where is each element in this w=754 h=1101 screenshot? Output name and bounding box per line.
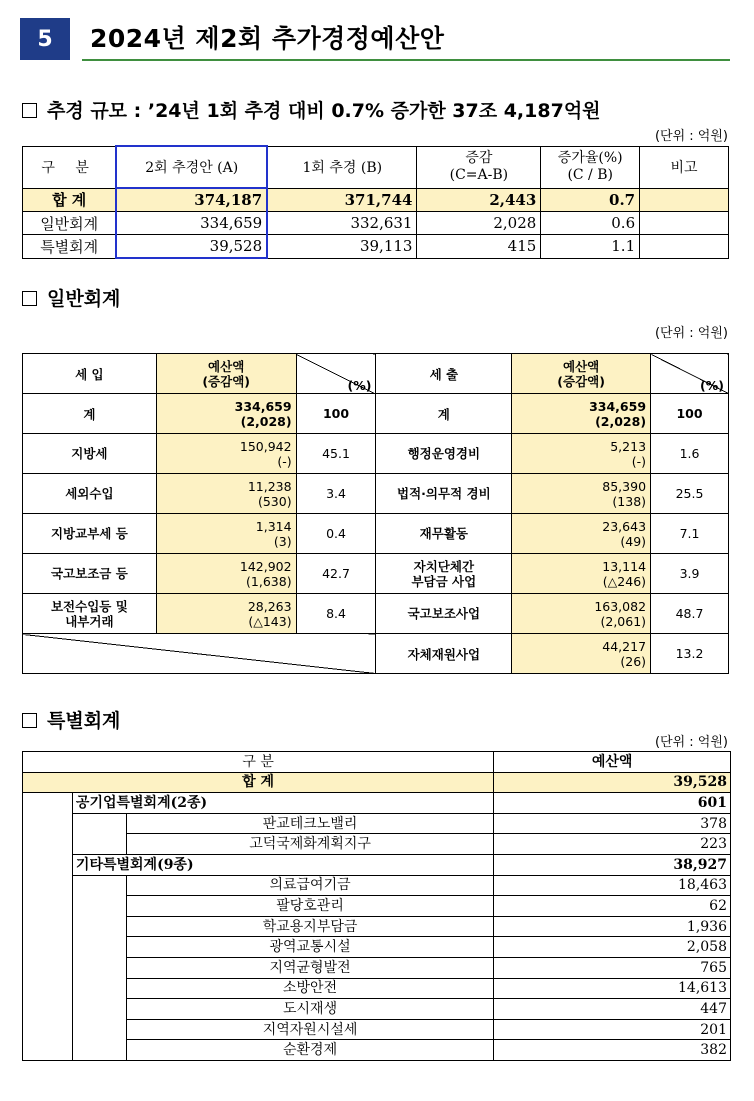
revenue-amount bbox=[156, 594, 296, 634]
total-amount: 39,528 bbox=[494, 772, 731, 793]
expenditure-label: 자체재원사업 bbox=[376, 634, 512, 674]
col-revenue-pct bbox=[296, 354, 376, 394]
empty-diagonal-cell bbox=[23, 634, 376, 674]
amount-value: 13,114 bbox=[602, 558, 647, 574]
expenditure-label bbox=[376, 554, 512, 594]
general-account-table bbox=[22, 353, 729, 674]
amount-value: 142,902 bbox=[239, 558, 292, 574]
col-pct-label: (%) bbox=[347, 378, 372, 393]
table-row bbox=[23, 594, 729, 634]
table-row bbox=[23, 813, 731, 834]
label-line1: 자치단체간 bbox=[413, 558, 475, 574]
table-row bbox=[23, 474, 729, 514]
section3-unit: (단위 : 억원) bbox=[654, 735, 728, 750]
change-value: (2,061) bbox=[600, 613, 647, 629]
group-name: 기타특별회계(9종) bbox=[72, 854, 493, 875]
expenditure-amount bbox=[512, 514, 651, 554]
expenditure-amount bbox=[512, 394, 651, 434]
item-amount: 382 bbox=[494, 1040, 731, 1061]
col-rate bbox=[541, 146, 640, 188]
item-name: 판교테크노밸리 bbox=[126, 813, 493, 834]
expenditure-label bbox=[376, 514, 512, 554]
col-expenditure-pct bbox=[651, 354, 729, 394]
col-change-line1: 증감 bbox=[465, 150, 493, 166]
summary-table bbox=[22, 145, 729, 259]
cell-note bbox=[640, 235, 729, 259]
section1-heading-text: 추경 규모 : ’24년 1회 추경 대비 0.7% 증가한 37조 4,187억원 bbox=[47, 100, 601, 122]
label-line1: 세외수입 bbox=[65, 486, 114, 501]
checkbox-square-icon bbox=[22, 291, 37, 306]
cell-note bbox=[640, 188, 729, 212]
item-name: 광역교통시설 bbox=[126, 937, 493, 958]
col-expenditure: 세 출 bbox=[376, 354, 512, 394]
col-rate-line1: 증가율(%) bbox=[557, 150, 623, 166]
revenue-label bbox=[23, 554, 157, 594]
change-value: (26) bbox=[620, 653, 647, 669]
expenditure-pct: 1.6 bbox=[651, 434, 729, 474]
amount-value: 11,238 bbox=[247, 478, 292, 494]
table-row-total bbox=[23, 772, 731, 793]
expenditure-label bbox=[376, 434, 512, 474]
revenue-pct: 45.1 bbox=[296, 434, 376, 474]
change-value: (530) bbox=[257, 493, 292, 509]
cell-a: 374,187 bbox=[116, 188, 267, 212]
expenditure-amount bbox=[512, 474, 651, 514]
amount-value: 163,082 bbox=[594, 598, 647, 614]
item-amount: 2,058 bbox=[494, 937, 731, 958]
item-name: 학교용지부담금 bbox=[126, 916, 493, 937]
expenditure-pct: 48.7 bbox=[651, 594, 729, 634]
item-amount: 378 bbox=[494, 813, 731, 834]
change-value: (2,028) bbox=[240, 413, 292, 429]
expenditure-amount bbox=[512, 634, 651, 674]
table-row bbox=[23, 978, 731, 999]
col-category: 구 분 bbox=[23, 146, 117, 188]
table-row-total bbox=[23, 188, 729, 212]
col-change-line2: (C=A-B) bbox=[449, 167, 509, 183]
table-row bbox=[23, 916, 731, 937]
col-amount: 예산액 bbox=[494, 752, 731, 773]
table-row bbox=[23, 999, 731, 1020]
row-label: 일반회계 bbox=[23, 212, 117, 235]
item-name: 소방안전 bbox=[126, 978, 493, 999]
table-row bbox=[23, 235, 729, 259]
cell-rate: 1.1 bbox=[541, 235, 640, 259]
col-b: 1회 추경 (B) bbox=[267, 146, 417, 188]
table-row bbox=[23, 1040, 731, 1061]
col-change bbox=[417, 146, 541, 188]
expenditure-pct: 13.2 bbox=[651, 634, 729, 674]
item-name: 팔당호관리 bbox=[126, 896, 493, 917]
col-note: 비고 bbox=[640, 146, 729, 188]
title-underline bbox=[82, 59, 730, 61]
item-amount: 201 bbox=[494, 1019, 731, 1040]
col-rate-line2: (C / B) bbox=[567, 167, 613, 183]
amount-value: 334,659 bbox=[589, 398, 647, 414]
cell-b: 39,113 bbox=[267, 235, 417, 259]
col-amount-label: 예산액 bbox=[208, 358, 245, 374]
section2-unit: (단위 : 억원) bbox=[654, 326, 728, 341]
revenue-amount bbox=[156, 434, 296, 474]
item-amount: 62 bbox=[494, 896, 731, 917]
indent-spacer bbox=[72, 875, 126, 1060]
table-row bbox=[23, 1019, 731, 1040]
col-category: 구 분 bbox=[23, 752, 494, 773]
col-revenue: 세 입 bbox=[23, 354, 157, 394]
amount-value: 5,213 bbox=[610, 438, 647, 454]
cell-note bbox=[640, 212, 729, 235]
table-row bbox=[23, 434, 729, 474]
revenue-amount bbox=[156, 514, 296, 554]
label-line1: 국고보조금 등 bbox=[50, 566, 128, 581]
label-line1: 지방세 bbox=[71, 446, 108, 461]
revenue-amount bbox=[156, 474, 296, 514]
item-amount: 447 bbox=[494, 999, 731, 1020]
table-row bbox=[23, 834, 731, 855]
amount-value: 150,942 bbox=[239, 438, 292, 454]
item-name: 지역균형발전 bbox=[126, 957, 493, 978]
revenue-pct: 42.7 bbox=[296, 554, 376, 594]
section3-heading bbox=[22, 706, 120, 733]
item-name: 고덕국제화계획지구 bbox=[126, 834, 493, 855]
cell-a: 334,659 bbox=[116, 212, 267, 235]
change-value: (-) bbox=[631, 453, 647, 469]
cell-b: 332,631 bbox=[267, 212, 417, 235]
col-change-label: (증감액) bbox=[202, 373, 250, 389]
change-value: (49) bbox=[620, 533, 647, 549]
table-row-group bbox=[23, 854, 731, 875]
change-value: (-) bbox=[277, 453, 292, 469]
expenditure-label bbox=[376, 474, 512, 514]
revenue-label bbox=[23, 474, 157, 514]
cell-rate: 0.6 bbox=[541, 212, 640, 235]
change-value: (3) bbox=[273, 533, 292, 549]
cell-b: 371,744 bbox=[267, 188, 417, 212]
item-amount: 14,613 bbox=[494, 978, 731, 999]
item-amount: 223 bbox=[494, 834, 731, 855]
table-row-total bbox=[23, 394, 729, 434]
indent-spacer bbox=[23, 793, 73, 1061]
table-row bbox=[23, 896, 731, 917]
col-expenditure-amount bbox=[512, 354, 651, 394]
label-line1: 보전수입등 및 bbox=[50, 598, 128, 614]
section1-heading bbox=[22, 96, 601, 123]
table-row bbox=[23, 554, 729, 594]
row-label: 합 계 bbox=[23, 188, 117, 212]
section2-heading bbox=[22, 284, 120, 311]
label-line1: 법적·의무적 경비 bbox=[397, 486, 491, 501]
section2-heading-text: 일반회계 bbox=[47, 288, 121, 310]
label-line1: 지방교부세 등 bbox=[50, 526, 128, 541]
change-value: (2,028) bbox=[595, 413, 647, 429]
label-line1: 재무활동 bbox=[419, 526, 468, 541]
revenue-label bbox=[23, 594, 157, 634]
table-row-group bbox=[23, 793, 731, 814]
revenue-label bbox=[23, 514, 157, 554]
table-row bbox=[23, 875, 731, 896]
amount-value: 28,263 bbox=[247, 598, 292, 614]
revenue-amount bbox=[156, 394, 296, 434]
cell-rate: 0.7 bbox=[541, 188, 640, 212]
group-amount: 601 bbox=[494, 793, 731, 814]
table-row bbox=[23, 212, 729, 235]
col-amount-label: 예산액 bbox=[563, 358, 600, 374]
group-name: 공기업특별회계(2종) bbox=[72, 793, 493, 814]
cell-a: 39,528 bbox=[116, 235, 267, 259]
section-number-badge: 5 bbox=[20, 18, 70, 60]
revenue-amount bbox=[156, 554, 296, 594]
total-label: 합 계 bbox=[23, 772, 494, 793]
revenue-label bbox=[23, 434, 157, 474]
special-account-table bbox=[22, 751, 731, 1061]
expenditure-pct: 100 bbox=[651, 394, 729, 434]
amount-value: 23,643 bbox=[602, 518, 647, 534]
section3-heading-text: 특별회계 bbox=[47, 710, 121, 732]
col-revenue-amount bbox=[156, 354, 296, 394]
indent-spacer bbox=[72, 813, 126, 854]
item-name: 순환경제 bbox=[126, 1040, 493, 1061]
change-value: (1,638) bbox=[246, 573, 292, 589]
expenditure-label: 계 bbox=[376, 394, 512, 434]
item-name: 지역자원시설세 bbox=[126, 1019, 493, 1040]
cell-c: 2,443 bbox=[417, 188, 541, 212]
revenue-pct: 3.4 bbox=[296, 474, 376, 514]
table-row bbox=[23, 634, 729, 674]
col-a: 2회 추경안 (A) bbox=[116, 146, 267, 188]
section1-unit: (단위 : 억원) bbox=[654, 129, 728, 144]
label-line1: 행정운영경비 bbox=[407, 446, 481, 461]
item-amount: 765 bbox=[494, 957, 731, 978]
revenue-label: 계 bbox=[23, 394, 157, 434]
checkbox-square-icon bbox=[22, 103, 37, 118]
table-row bbox=[23, 514, 729, 554]
amount-value: 44,217 bbox=[602, 638, 647, 654]
item-name: 도시재생 bbox=[126, 999, 493, 1020]
col-change-label: (증감액) bbox=[557, 373, 605, 389]
cell-c: 2,028 bbox=[417, 212, 541, 235]
change-value: (△143) bbox=[248, 613, 292, 629]
change-value: (138) bbox=[612, 493, 647, 509]
table-row bbox=[23, 957, 731, 978]
cell-c: 415 bbox=[417, 235, 541, 259]
expenditure-amount bbox=[512, 434, 651, 474]
revenue-pct: 8.4 bbox=[296, 594, 376, 634]
revenue-pct: 0.4 bbox=[296, 514, 376, 554]
expenditure-amount bbox=[512, 554, 651, 594]
expenditure-pct: 7.1 bbox=[651, 514, 729, 554]
label-line2: 내부거래 bbox=[65, 613, 114, 629]
item-amount: 18,463 bbox=[494, 875, 731, 896]
page-title: 2024년 제2회 추가경정예산안 bbox=[90, 24, 445, 53]
expenditure-amount bbox=[512, 594, 651, 634]
label-line2: 부담금 사업 bbox=[411, 573, 477, 589]
label-line1: 국고보조사업 bbox=[407, 606, 481, 621]
expenditure-label bbox=[376, 594, 512, 634]
checkbox-square-icon bbox=[22, 713, 37, 728]
item-amount: 1,936 bbox=[494, 916, 731, 937]
row-label: 특별회계 bbox=[23, 235, 117, 259]
change-value: (△246) bbox=[602, 573, 647, 589]
amount-value: 1,314 bbox=[255, 518, 292, 534]
amount-value: 334,659 bbox=[234, 398, 292, 414]
revenue-pct: 100 bbox=[296, 394, 376, 434]
item-name: 의료급여기금 bbox=[126, 875, 493, 896]
amount-value: 85,390 bbox=[602, 478, 647, 494]
table-row bbox=[23, 937, 731, 958]
col-pct-label: (%) bbox=[700, 378, 724, 393]
expenditure-pct: 3.9 bbox=[651, 554, 729, 594]
group-amount: 38,927 bbox=[494, 854, 731, 875]
expenditure-pct: 25.5 bbox=[651, 474, 729, 514]
